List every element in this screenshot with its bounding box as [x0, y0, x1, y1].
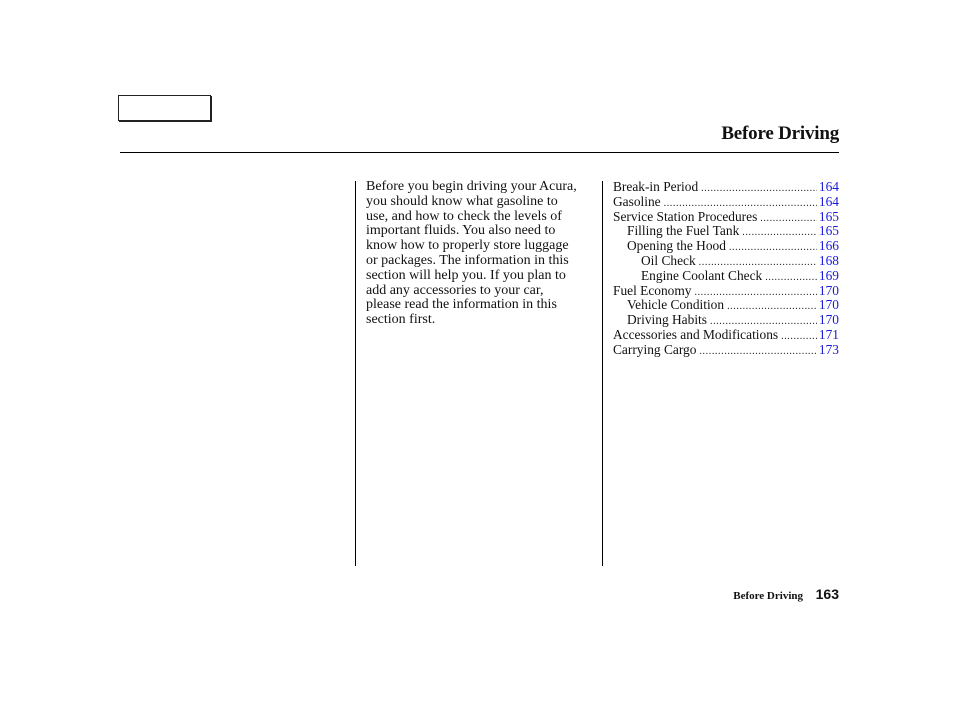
toc-entry-label: Gasoline	[613, 193, 661, 209]
toc-entry-label: Vehicle Condition	[627, 297, 725, 313]
toc-entry[interactable]	[613, 343, 839, 358]
toc-page-link[interactable]: 170	[818, 297, 839, 313]
intro-line: section first.	[366, 312, 436, 328]
toc-entry-label: Filling the Fuel Tank	[627, 223, 740, 239]
intro-line: or packages. The information in this	[366, 252, 569, 268]
toc-dot-leader	[699, 345, 816, 360]
intro-paragraph	[366, 180, 594, 328]
footer-page-number: 163	[815, 586, 839, 602]
toc-entry-label: Service Station Procedures	[613, 208, 758, 224]
toc-entry[interactable]	[613, 298, 839, 313]
toc-entry[interactable]	[613, 269, 839, 284]
toc-page-link[interactable]: 164	[818, 179, 839, 194]
intro-line: Before you begin driving your Acura,	[366, 179, 577, 194]
toc-page-link[interactable]: 164	[818, 193, 839, 209]
toc-page-link[interactable]: 173	[818, 341, 839, 357]
toc-page-link[interactable]: 168	[818, 252, 839, 268]
toc-page-link[interactable]: 171	[818, 326, 839, 342]
toc-entry[interactable]	[613, 254, 839, 269]
toc-page-link[interactable]: 165	[818, 223, 839, 239]
toc-entry[interactable]	[613, 210, 839, 225]
toc-page-link[interactable]: 166	[818, 238, 839, 254]
page-title: Before Driving	[721, 123, 839, 144]
toc-entry-label: Engine Coolant Check	[641, 267, 763, 283]
intro-line: you should know what gasoline to	[366, 193, 558, 209]
column-divider-right	[602, 181, 603, 566]
main-menu-button[interactable]	[118, 95, 211, 121]
toc-dot-leader	[701, 182, 817, 197]
intro-line: know how to properly store luggage	[366, 238, 569, 254]
toc-dot-leader	[760, 212, 817, 227]
intro-line: add any accessories to your car,	[366, 282, 544, 298]
intro-line: section will help you. If you plan to	[366, 267, 566, 283]
toc-entry[interactable]	[613, 313, 839, 328]
toc-dot-leader	[729, 241, 817, 256]
toc-dot-leader	[742, 226, 817, 241]
toc-entry-label: Fuel Economy	[613, 282, 692, 298]
title-divider	[120, 152, 839, 153]
toc-page-link[interactable]: 170	[818, 282, 839, 298]
toc-dot-leader	[727, 300, 817, 315]
toc-dot-leader	[781, 330, 817, 345]
intro-line: use, and how to check the levels of	[366, 208, 562, 224]
toc-page-link[interactable]: 165	[818, 208, 839, 224]
toc-entry[interactable]	[613, 328, 839, 343]
toc-entry[interactable]	[613, 195, 839, 210]
toc-dot-leader	[765, 271, 817, 286]
toc-page-link[interactable]: 169	[818, 267, 839, 283]
toc-entry-label: Accessories and Modifications	[613, 326, 779, 342]
intro-line: please read the information in this	[366, 297, 557, 313]
footer-section-label: Before Driving	[733, 590, 803, 602]
toc-entry[interactable]	[613, 224, 839, 239]
table-of-contents	[613, 180, 839, 358]
toc-entry-label: Break-in Period	[613, 179, 699, 194]
toc-entry[interactable]	[613, 284, 839, 299]
toc-entry-label: Driving Habits	[627, 312, 707, 328]
column-divider-left	[355, 181, 356, 566]
intro-line: important fluids. You also need to	[366, 223, 556, 239]
toc-entry-label: Opening the Hood	[627, 238, 726, 254]
toc-page-link[interactable]: 170	[818, 312, 839, 328]
toc-entry[interactable]	[613, 239, 839, 254]
toc-entry[interactable]	[613, 180, 839, 195]
toc-entry-label: Oil Check	[641, 252, 696, 268]
toc-entry-label: Carrying Cargo	[613, 341, 697, 357]
